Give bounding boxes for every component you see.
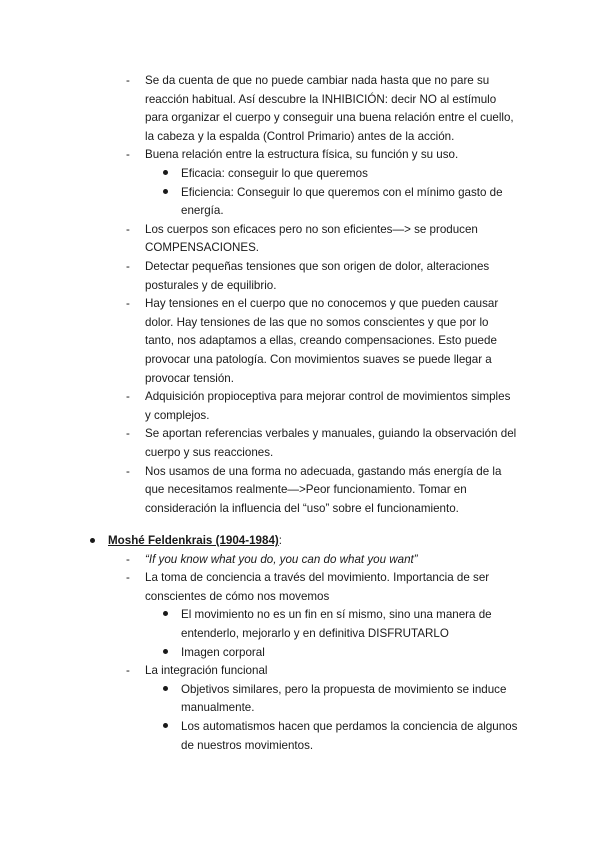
dash-bullet: - <box>126 464 130 478</box>
text-line: Nos usamos de una forma no adecuada, gastando más energía de la <box>145 464 502 478</box>
text-line: Objetivos similares, pero la propuesta de movimiento se induce <box>181 682 507 696</box>
dash-bullet: - <box>126 427 130 441</box>
dash-bullet: - <box>126 222 130 236</box>
text-line: que necesitamos realmente—>Peor funcionamiento. Tomar en <box>145 483 467 497</box>
text-line: Detectar pequeñas tensiones que son origen de dolor, alteraciones <box>145 260 490 273</box>
text-line: y complejos. <box>145 408 210 422</box>
dash-bullet: - <box>126 571 130 585</box>
dash-bullet: - <box>126 390 130 404</box>
text-line: Eficacia: conseguir lo que queremos <box>181 167 368 180</box>
text-line: La toma de conciencia a través del movimiento. Importancia de ser <box>145 571 490 585</box>
text-line: de nuestros movimientos. <box>181 738 314 752</box>
dash-bullet: - <box>126 148 130 162</box>
feldenkrais-heading: Moshé Feldenkrais (1904-1984) <box>108 534 279 547</box>
text-line: para organizar el cuerpo y conseguir una buena relación entre el cuello, <box>145 111 514 125</box>
text-line: entenderlo, mejorarlo y en definitiva DISFRUTARLO <box>181 627 449 640</box>
text-line: La integración funcional <box>145 664 268 678</box>
text-line: posturales y de equilibrio. <box>145 278 277 292</box>
text-line: energía. <box>181 204 224 218</box>
heading-colon: : <box>278 534 282 547</box>
text-line: consideración la influencia del “uso” sobre el funcionamiento. <box>145 501 459 515</box>
bullet-dot-icon <box>163 723 168 728</box>
text-line: Imagen corporal <box>181 645 265 659</box>
text-line: El movimiento no es un fin en sí mismo, sino una manera de <box>181 608 492 622</box>
text-line: Los automatismos hacen que perdamos la conciencia de algunos <box>181 720 518 733</box>
text-line: Los cuerpos son eficaces pero no son eficientes—> se producen <box>145 222 478 236</box>
dash-bullet: - <box>126 297 130 311</box>
text-line: conscientes de cómo nos movemos <box>145 589 330 603</box>
text-line: tanto, nos adaptamos a ellas, creando compensaciones. Esto puede <box>145 334 497 348</box>
bullet-dot-icon <box>90 538 95 543</box>
section-heading <box>108 532 282 551</box>
text-line: Buena relación entre la estructura física, su función y su uso. <box>145 148 459 162</box>
text-line: reacción habitual. Así descubre la INHIBICIÓN: decir NO al estímulo <box>145 92 497 106</box>
dash-bullet: - <box>126 552 130 566</box>
bullet-dot-icon <box>163 170 168 175</box>
bullet-dot-icon <box>163 611 168 616</box>
dash-bullet: - <box>126 260 130 273</box>
text-line: Se aportan referencias verbales y manuales, guiando la observación del <box>145 427 517 441</box>
text-line: provocar una patología. Con movimientos suaves se puede llegar a <box>145 353 492 366</box>
dash-bullet: - <box>126 664 130 678</box>
bullet-dot-icon <box>163 649 168 654</box>
bullet-dot-icon <box>163 686 168 691</box>
text-line: COMPENSACIONES. <box>145 241 260 255</box>
text-line: Se da cuenta de que no puede cambiar nada hasta que no pare su <box>145 74 490 87</box>
quote-text: “If you know what you do, you can do what you want” <box>145 552 418 566</box>
text-line: dolor. Hay tensiones de las que no somos conscientes y que por lo <box>145 315 489 329</box>
text-line: Hay tensiones en el cuerpo que no conocemos y que pueden causar <box>145 297 499 311</box>
text-line: Adquisición propioceptiva para mejorar control de movimientos simples <box>145 390 511 404</box>
dash-bullet: - <box>126 74 130 87</box>
text-line: Eficiencia: Conseguir lo que queremos con el mínimo gasto de <box>181 185 503 199</box>
bullet-dot-icon <box>163 189 168 194</box>
text-line: la cabeza y la espalda (Control Primario) antes de la acción. <box>145 129 455 143</box>
text-line: cuerpo y sus reacciones. <box>145 446 274 459</box>
text-line: provocar tensión. <box>145 371 234 385</box>
text-line: manualmente. <box>181 701 255 715</box>
